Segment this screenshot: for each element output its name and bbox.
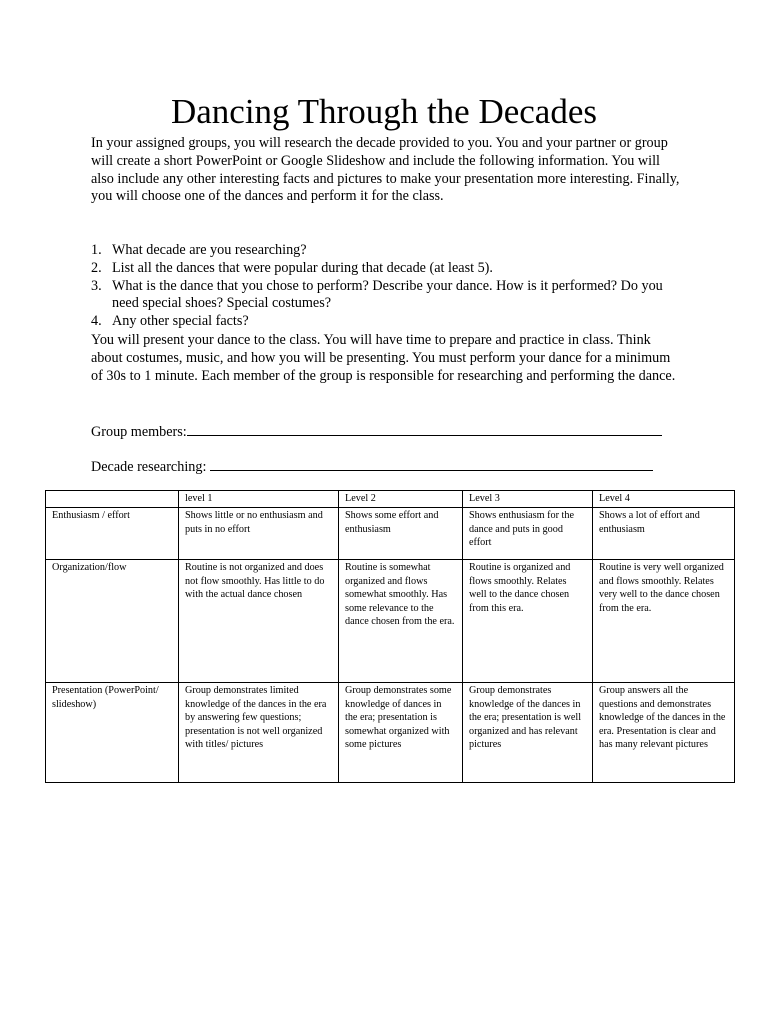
table-header-row [46,491,735,508]
list-item-number: 4. [91,313,102,330]
table-cell: Shows a lot of effort and enthusiasm [593,508,735,560]
page-title: Dancing Through the Decades [170,92,597,131]
list-item [91,242,681,260]
table-cell: Group demonstrates limited knowledge of the dances in the era by answering few questions; presentation is not well organized with titles/ pictures [179,683,339,783]
criterion-cell: Organization/flow [46,560,179,683]
table-row [46,560,735,683]
list-item-text: Any other special facts? [112,313,249,330]
criterion-cell: Presentation (PowerPoint/ slideshow) [46,683,179,783]
table-row [46,508,735,560]
list-item-number: 3. [91,277,102,294]
table-header-cell: level 1 [179,491,339,508]
table-cell: Shows some effort and enthusiasm [339,508,463,560]
table-header-cell: Level 3 [463,491,593,508]
table-cell: Routine is very well organized and flows smoothly. Relates very well to the dance chosen from the era. [593,560,735,683]
table-cell: Routine is somewhat organized and flows somewhat smoothly. Has some relevance to the dance chosen from the era. [339,560,463,683]
list-item-text: What is the dance that you chose to perform? Describe your dance. How is it performed? Do you need special shoes? Special costumes? [112,277,663,312]
group-members-field[interactable] [91,421,681,441]
table-cell: Group demonstrates some knowledge of dances in the era; presentation is somewhat organized with some pictures [339,683,463,783]
list-item [91,260,681,278]
performance-paragraph: You will present your dance to the class. You will have time to prepare and practice in class. Think about costumes, music, and how you will be presenting. You must perform your dance for a minimum of 30s to 1 minute. Each member of the group is responsible for researching and performing the dance. [91,332,676,384]
table-cell: Routine is organized and flows smoothly. Relates well to the dance chosen from this era. [463,560,593,683]
question-list [91,242,681,331]
table-cell: Shows little or no enthusiasm and puts in no effort [179,508,339,560]
list-item-number: 2. [91,259,102,276]
decade-line[interactable] [210,456,653,471]
list-item-number: 1. [91,242,102,258]
table-row [46,683,735,783]
intro-paragraph: In your assigned groups, you will research the decade provided to you. You and your partner or group will create a short PowerPoint or Google Slideshow and include the following information. You will also include any other interesting facts and pictures to make your presentation more interesting. Finally, you will choose one of the dances and perform it for the class. [91,135,680,205]
table-header-cell [46,491,179,508]
decade-label: Decade researching: [91,459,210,475]
list-item-text: List all the dances that were popular during that decade (at least 5). [112,259,493,276]
decade-field[interactable] [91,456,681,476]
list-item [91,278,681,314]
group-members-label: Group members: [91,424,187,440]
table-cell: Group answers all the questions and demonstrates knowledge of the dances in the era. Presentation is clear and has many relevant pictures [593,683,735,783]
table-header-cell: Level 2 [339,491,463,508]
list-item-text: What decade are you researching? [112,242,307,258]
table-cell: Group demonstrates knowledge of the dances in the era; presentation is well organized and has relevant pictures [463,683,593,783]
table-cell: Shows enthusiasm for the dance and puts in good effort [463,508,593,560]
group-members-line[interactable] [187,421,662,436]
criterion-cell: Enthusiasm / effort [46,508,179,560]
table-header-cell: Level 4 [593,491,735,508]
table-cell: Routine is not organized and does not flow smoothly. Has little to do with the actual dance chosen [179,560,339,683]
rubric-table [45,490,735,783]
list-item [91,313,681,331]
